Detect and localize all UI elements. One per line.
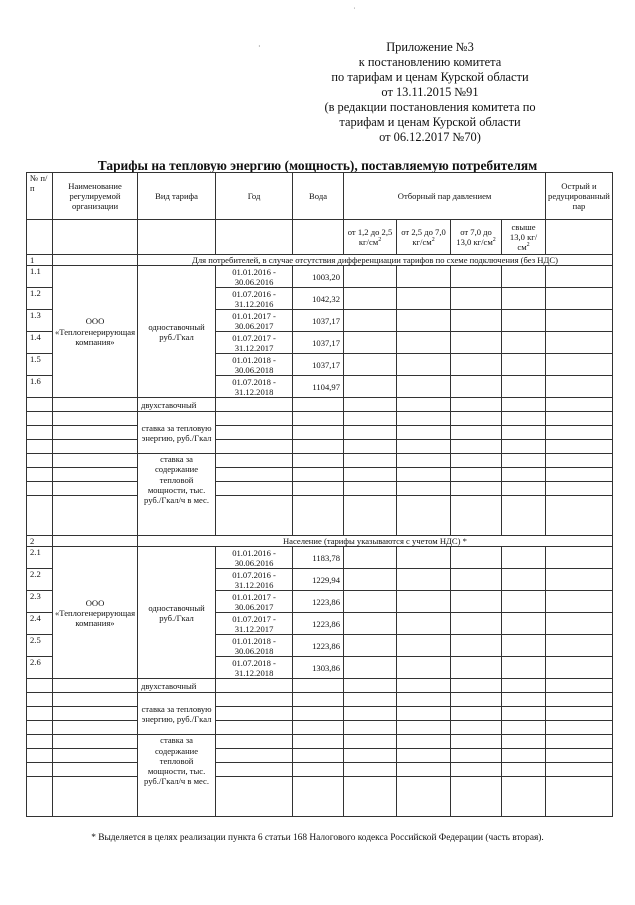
section-label: Для потребителей, в случае отсутствия дифференциации тарифов по схеме подключения (без НДС) [138, 255, 613, 266]
tariff-kind-two-rate: двухставочный [138, 398, 216, 412]
water-tariff-value: 1183,78 [293, 547, 344, 569]
col-header-pressure: от 7,0 до 13,0 $кг/см^2$ [451, 220, 502, 255]
water-tariff-value: 1037,17 [293, 332, 344, 354]
row-number: 1.5 [27, 354, 53, 376]
section-row [27, 536, 613, 547]
table-row [27, 763, 613, 777]
water-tariff-value: 1223,86 [293, 591, 344, 613]
tariff-period: 01.01.2016 - 30.06.2016 [216, 266, 293, 288]
water-tariff-value: 1104,97 [293, 376, 344, 398]
section-number: 2 [27, 536, 53, 547]
table-row [27, 412, 613, 426]
col-header-sharp-steam: Острый и редуцированный пар [546, 173, 613, 220]
table-row [27, 398, 613, 412]
row-number: 1.2 [27, 288, 53, 310]
water-tariff-value: 1223,86 [293, 635, 344, 657]
row-number: 1.6 [27, 376, 53, 398]
col-header-pressure: от 1,2 до 2,5 $кг/см^2$ [344, 220, 397, 255]
section-row [27, 255, 613, 266]
tariff-kind-single: одноставочный руб./Гкал [138, 547, 216, 679]
col-header-year: Год [216, 173, 293, 220]
section-number: 1 [27, 255, 53, 266]
section-label: Население (тарифы указываются с учетом НДС) * [138, 536, 613, 547]
water-tariff-value: 1223,86 [293, 613, 344, 635]
water-tariff-value: 1229,94 [293, 569, 344, 591]
table-row [27, 707, 613, 721]
header-row [27, 173, 613, 220]
row-number: 1.1 [27, 266, 53, 288]
table-row [27, 496, 613, 536]
page-title: Тарифы на тепловую энергию (мощность), поставляемую потребителям [97, 158, 538, 173]
table-row [27, 468, 613, 482]
tariff-period: 01.07.2017 - 31.12.2017 [216, 332, 293, 354]
footnote: * Выделяется в целях реализации пункта 6 статьи 168 Налогового кодекса Российской Федерации (часть вторая). [91, 833, 544, 843]
row-number: 1.3 [27, 310, 53, 332]
tariff-table [26, 172, 613, 817]
capacity-rate-label: ставка за содержание тепловой мощности, тыс. руб./Гкал/ч в мес. [138, 735, 216, 817]
organization-name: ООО «Теплогенерирующая компания» [53, 547, 138, 679]
tariff-period: 01.01.2018 - 30.06.2018 [216, 354, 293, 376]
col-header-num: № п/п [27, 173, 53, 220]
table-row [27, 735, 613, 749]
header-line: по тарифам и ценам Курской области [331, 70, 529, 84]
table-row [27, 547, 613, 569]
table-row [27, 440, 613, 454]
col-header-kind: Вид тарифа [138, 173, 216, 220]
col-header-pressure: от 2,5 до 7,0 $кг/см^2$ [397, 220, 451, 255]
energy-rate-label: ставка за тепловую энергию, руб./Гкал [138, 412, 216, 454]
col-header-org: Наименование регулируемой организации [53, 173, 138, 220]
tariff-period: 01.01.2017 - 30.06.2017 [216, 310, 293, 332]
header-line: (в редакции постановления комитета по [324, 100, 536, 114]
col-header-steam: Отборный пар давлением [344, 173, 546, 220]
organization-name: ООО «Теплогенерирующая компания» [53, 266, 138, 398]
table-row [27, 679, 613, 693]
row-number: 2.3 [27, 591, 53, 613]
table-row [27, 749, 613, 763]
col-header-water: Вода [293, 173, 344, 220]
col-header-pressure: свыше 13,0 $кг/см^2$ [502, 220, 546, 255]
row-number: 2.2 [27, 569, 53, 591]
tariff-period: 01.07.2018 - 31.12.2018 [216, 657, 293, 679]
header-line: от 13.11.2015 №91 [381, 85, 479, 99]
table-row [27, 454, 613, 468]
table-row [27, 721, 613, 735]
header-row-pressure [27, 220, 613, 255]
tariff-period: 01.07.2016 - 31.12.2016 [216, 569, 293, 591]
capacity-rate-label: ставка за содержание тепловой мощности, тыс. руб./Гкал/ч в мес. [138, 454, 216, 536]
tariff-kind-two-rate: двухставочный [138, 679, 216, 693]
header-line: от 06.12.2017 №70) [379, 130, 481, 144]
tariff-kind-single: одноставочный руб./Гкал [138, 266, 216, 398]
row-number: 2.1 [27, 547, 53, 569]
table-row [27, 426, 613, 440]
tariff-period: 01.01.2016 - 30.06.2016 [216, 547, 293, 569]
water-tariff-value: 1003,20 [293, 266, 344, 288]
table-row [27, 482, 613, 496]
row-number: 1.4 [27, 332, 53, 354]
energy-rate-label: ставка за тепловую энергию, руб./Гкал [138, 693, 216, 735]
table-row [27, 266, 613, 288]
table-row [27, 693, 613, 707]
header-line: тарифам и ценам Курской области [339, 115, 521, 129]
tariff-period: 01.01.2018 - 30.06.2018 [216, 635, 293, 657]
tariff-period: 01.07.2017 - 31.12.2017 [216, 613, 293, 635]
row-number: 2.5 [27, 635, 53, 657]
document-header [300, 40, 560, 145]
header-line: Приложение №3 [386, 40, 474, 54]
tariff-period: 01.07.2018 - 31.12.2018 [216, 376, 293, 398]
water-tariff-value: 1037,17 [293, 354, 344, 376]
row-number: 2.4 [27, 613, 53, 635]
tariff-period: 01.01.2017 - 30.06.2017 [216, 591, 293, 613]
tariff-period: 01.07.2016 - 31.12.2016 [216, 288, 293, 310]
header-line: к постановлению комитета [358, 55, 502, 69]
water-tariff-value: 1042,32 [293, 288, 344, 310]
row-number: 2.6 [27, 657, 53, 679]
water-tariff-value: 1037,17 [293, 310, 344, 332]
water-tariff-value: 1303,86 [293, 657, 344, 679]
table-row [27, 777, 613, 817]
